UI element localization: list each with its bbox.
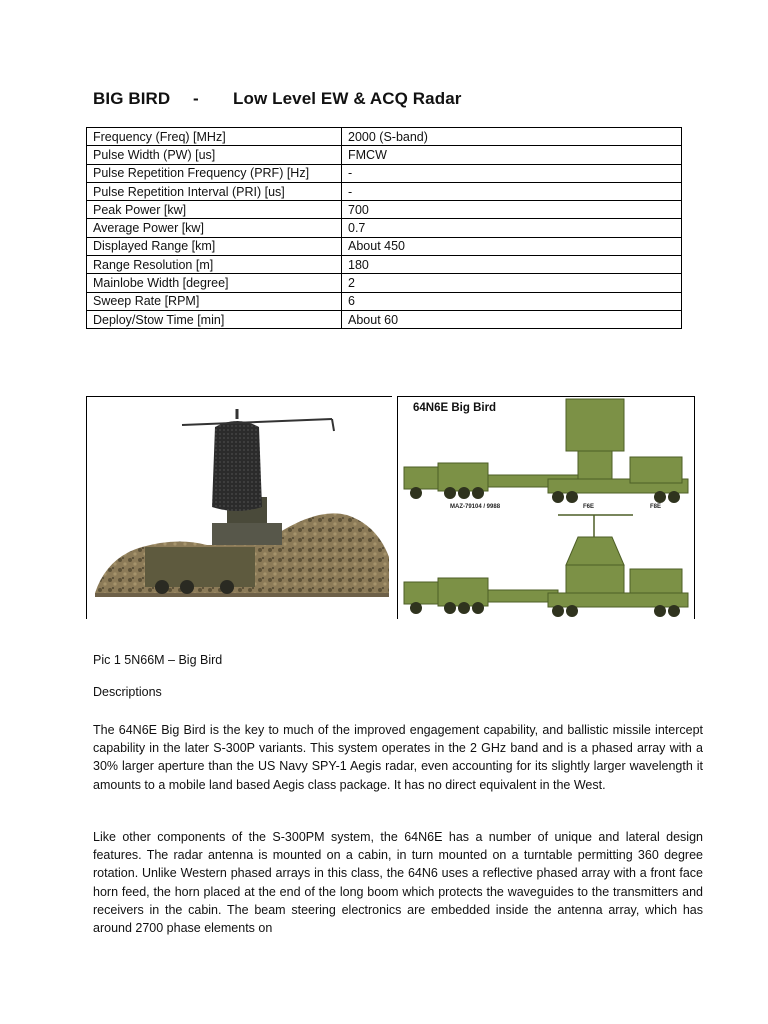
spec-label: Displayed Range [km] xyxy=(87,237,342,255)
spec-value: 2 xyxy=(342,274,682,292)
table-row xyxy=(87,182,682,200)
table-row xyxy=(87,310,682,328)
paragraph-1: The 64N6E Big Bird is the key to much of the improved engagement capability, and ballistic missile intercept capability in the later S-300P variants. This system operates in the 2 GHz band and is a phased array with a 30% larger aperture than the US Navy SPY-1 Aegis radar, even accounting for its slightly larger wavelength it amounts to a mobile land based Aegis class package. It has no direct equivalent in the West. xyxy=(93,723,703,792)
diagram-title: 64N6E Big Bird xyxy=(413,402,497,414)
paragraph-2: Like other components of the S-300PM system, the 64N6E has a number of unique and lateral design features. The radar antenna is mounted on a cabin, in turn mounted on a turntable permitting 360 degree rotation. Unlike Western phased arrays in this class, the 64N6 uses a reflective phased array with a front face horn feed, the horn placed at the end of the long boom which protects the waveguides to the transmitters and receivers in the cabin. The beam steering electronics are embedded inside the antenna array, which has around 2700 phase elements on xyxy=(93,830,703,936)
spec-value: 6 xyxy=(342,292,682,310)
radar-photo xyxy=(86,396,392,619)
figure-images xyxy=(86,396,695,620)
part-label-f6e: F6E xyxy=(583,504,595,510)
part-label-f8e: F8E xyxy=(650,504,662,510)
spec-value: - xyxy=(342,182,682,200)
page-title xyxy=(93,89,461,109)
spec-label: Pulse Repetition Frequency (PRF) [Hz] xyxy=(87,164,342,182)
table-row xyxy=(87,146,682,164)
spec-value: 180 xyxy=(342,256,682,274)
spec-value: 0.7 xyxy=(342,219,682,237)
table-row xyxy=(87,274,682,292)
table-row xyxy=(87,292,682,310)
spec-value: About 450 xyxy=(342,237,682,255)
spec-value: 2000 (S-band) xyxy=(342,128,682,146)
spec-label: Range Resolution [m] xyxy=(87,256,342,274)
radar-diagram xyxy=(397,396,695,619)
table-row xyxy=(87,219,682,237)
section-heading: Descriptions xyxy=(93,685,162,699)
table-row xyxy=(87,237,682,255)
spec-label: Frequency (Freq) [MHz] xyxy=(87,128,342,146)
table-row xyxy=(87,164,682,182)
figure-caption: Pic 1 5N66M – Big Bird xyxy=(93,653,223,667)
spec-value: FMCW xyxy=(342,146,682,164)
spec-label: Pulse Repetition Interval (PRI) [us] xyxy=(87,182,342,200)
title-part-1: BIG BIRD xyxy=(93,89,171,108)
spec-label: Average Power [kw] xyxy=(87,219,342,237)
table-row xyxy=(87,201,682,219)
table-row xyxy=(87,256,682,274)
spec-value: 700 xyxy=(342,201,682,219)
title-separator: - xyxy=(193,89,199,108)
spec-label: Deploy/Stow Time [min] xyxy=(87,310,342,328)
spec-label: Mainlobe Width [degree] xyxy=(87,274,342,292)
spec-label: Peak Power [kw] xyxy=(87,201,342,219)
specs-table xyxy=(86,127,682,329)
table-row xyxy=(87,128,682,146)
spec-value: - xyxy=(342,164,682,182)
spec-value: About 60 xyxy=(342,310,682,328)
spec-label: Pulse Width (PW) [us] xyxy=(87,146,342,164)
radar-photo-image xyxy=(87,397,392,619)
title-part-2: Low Level EW & ACQ Radar xyxy=(233,89,462,108)
spec-label: Sweep Rate [RPM] xyxy=(87,292,342,310)
vehicle-label: MAZ-79104 / 9988 xyxy=(450,504,501,510)
